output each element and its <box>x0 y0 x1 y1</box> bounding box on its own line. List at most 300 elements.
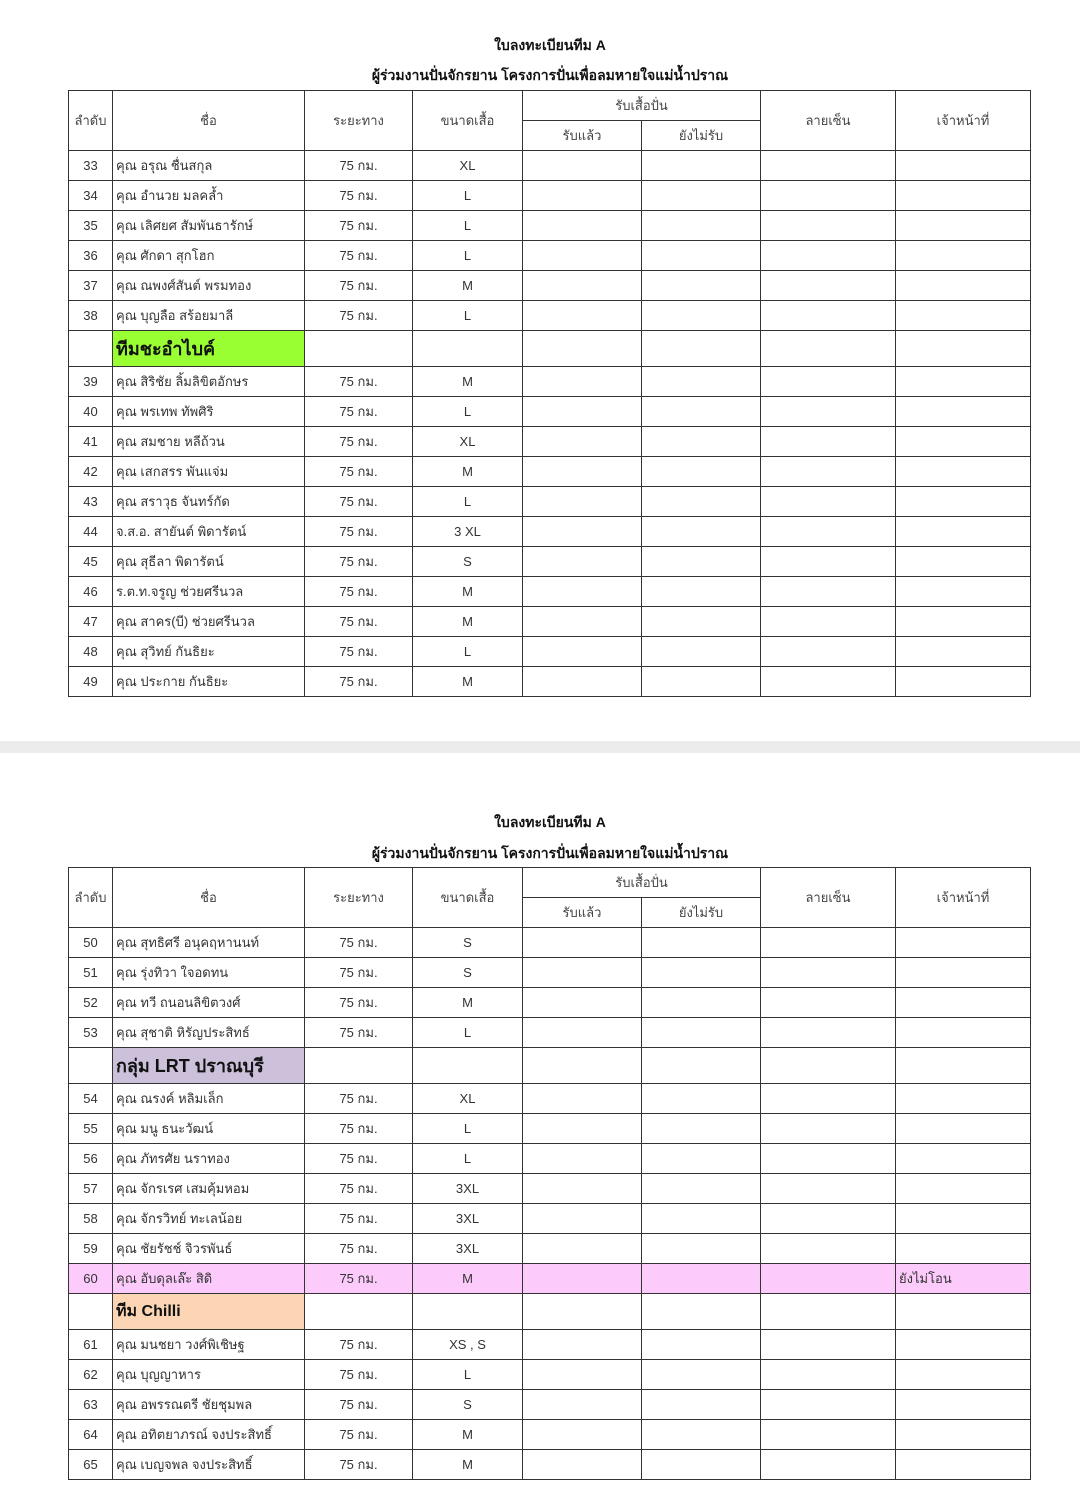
received-cell <box>523 637 642 667</box>
received-cell <box>523 397 642 427</box>
signature-cell <box>761 958 896 988</box>
not-received-cell <box>642 397 761 427</box>
not-received-cell <box>642 457 761 487</box>
participant-name: คุณ ณพงศ์สันต์ พรมทอง <box>113 271 305 301</box>
table-row <box>69 1360 1031 1390</box>
officer-cell <box>896 1330 1031 1360</box>
row-number: 37 <box>69 271 113 301</box>
participant-name: คุณ อทิตยาภรณ์ จงประสิทธิ์ <box>113 1420 305 1450</box>
signature-cell <box>761 928 896 958</box>
table-row <box>69 1174 1031 1204</box>
participant-name: คุณ จักรวิทย์ ทะเลน้อย <box>113 1204 305 1234</box>
not-received-cell <box>642 1390 761 1420</box>
received-cell <box>523 1144 642 1174</box>
received-cell <box>523 1204 642 1234</box>
officer-cell <box>896 1144 1031 1174</box>
participant-name: คุณ ศักดา สุกโฮก <box>113 241 305 271</box>
participant-name: คุณ มนู ธนะวัฒน์ <box>113 1114 305 1144</box>
not-received-cell <box>642 487 761 517</box>
participant-name: คุณ สุชาติ หิรัญประสิทธ์ <box>113 1018 305 1048</box>
received-cell <box>523 367 642 397</box>
not-received-cell <box>642 607 761 637</box>
not-received-cell <box>642 211 761 241</box>
received-cell <box>523 1114 642 1144</box>
empty-cell <box>523 1048 642 1084</box>
received-cell <box>523 271 642 301</box>
participant-name: คุณ บุญญาหาร <box>113 1360 305 1390</box>
empty-cell <box>761 1048 896 1084</box>
row-number: 59 <box>69 1234 113 1264</box>
officer-cell <box>896 517 1031 547</box>
signature-cell <box>761 1264 896 1294</box>
not-received-cell <box>642 1204 761 1234</box>
row-number: 53 <box>69 1018 113 1048</box>
empty-cell <box>305 331 413 367</box>
participant-name: คุณ รุ่งทิวา ใจอดทน <box>113 958 305 988</box>
participant-name: คุณ พรเทพ ทัพศิริ <box>113 397 305 427</box>
row-number: 49 <box>69 667 113 697</box>
received-cell <box>523 1084 642 1114</box>
received-cell <box>523 1360 642 1390</box>
received-cell <box>523 1390 642 1420</box>
officer-cell <box>896 1174 1031 1204</box>
row-number: 64 <box>69 1420 113 1450</box>
signature-cell <box>761 1204 896 1234</box>
header-name: ชื่อ <box>113 91 305 151</box>
not-received-cell <box>642 151 761 181</box>
officer-cell <box>896 457 1031 487</box>
officer-cell <box>896 928 1031 958</box>
header-received: รับแล้ว <box>523 898 642 928</box>
distance: 75 กม. <box>305 1234 413 1264</box>
shirt-size: XS , S <box>413 1330 523 1360</box>
table-row <box>69 547 1031 577</box>
header-not-received: ยังไม่รับ <box>642 121 761 151</box>
signature-cell <box>761 367 896 397</box>
participant-name: คุณ ชัยรัชช์ จิวรพันธ์ <box>113 1234 305 1264</box>
signature-cell <box>761 301 896 331</box>
signature-cell <box>761 457 896 487</box>
participant-name: คุณ สราวุธ จันทร์กัด <box>113 487 305 517</box>
signature-cell <box>761 1084 896 1114</box>
shirt-size: M <box>413 1264 523 1294</box>
registration-table <box>68 90 1031 697</box>
table-row <box>69 1144 1031 1174</box>
table-row <box>69 1450 1031 1480</box>
empty-cell <box>642 1048 761 1084</box>
not-received-cell <box>642 1420 761 1450</box>
officer-cell <box>896 301 1031 331</box>
empty-cell <box>896 331 1031 367</box>
header-signature: ลายเซ็น <box>761 91 896 151</box>
officer-cell: ยังไม่โอน <box>896 1264 1031 1294</box>
not-received-cell <box>642 517 761 547</box>
table-row <box>69 928 1031 958</box>
officer-cell <box>896 397 1031 427</box>
not-received-cell <box>642 577 761 607</box>
distance: 75 กม. <box>305 1390 413 1420</box>
signature-cell <box>761 1420 896 1450</box>
header-distance: ระยะทาง <box>305 868 413 928</box>
shirt-size: L <box>413 1360 523 1390</box>
officer-cell <box>896 547 1031 577</box>
signature-cell <box>761 211 896 241</box>
row-number: 41 <box>69 427 113 457</box>
signature-cell <box>761 1114 896 1144</box>
received-cell <box>523 241 642 271</box>
shirt-size: L <box>413 1018 523 1048</box>
row-number: 36 <box>69 241 113 271</box>
table-row <box>69 1084 1031 1114</box>
header-shirt-pickup: รับเสื้อปั่น <box>523 868 761 898</box>
team-group-label: กลุ่ม LRT ปราณบุรี <box>113 1048 305 1084</box>
empty-cell <box>69 331 113 367</box>
registration-table <box>68 867 1031 1480</box>
shirt-size: M <box>413 367 523 397</box>
participant-name: คุณ จักรเรศ เสมคุ้มหอม <box>113 1174 305 1204</box>
row-number: 63 <box>69 1390 113 1420</box>
received-cell <box>523 1330 642 1360</box>
distance: 75 กม. <box>305 1330 413 1360</box>
signature-cell <box>761 427 896 457</box>
shirt-size: M <box>413 988 523 1018</box>
form-subtitle: ผู้ร่วมงานปั่นจักรยาน โครงการปั่นเพื่อลมหายใจแม่น้ำปราณ <box>371 845 729 861</box>
distance: 75 กม. <box>305 487 413 517</box>
row-number: 34 <box>69 181 113 211</box>
shirt-size: 3 XL <box>413 517 523 547</box>
shirt-size: S <box>413 1390 523 1420</box>
not-received-cell <box>642 667 761 697</box>
signature-cell <box>761 271 896 301</box>
not-received-cell <box>642 1264 761 1294</box>
not-received-cell <box>642 181 761 211</box>
not-received-cell <box>642 271 761 301</box>
row-number: 61 <box>69 1330 113 1360</box>
empty-cell <box>523 1294 642 1330</box>
row-number: 62 <box>69 1360 113 1390</box>
officer-cell <box>896 637 1031 667</box>
officer-cell <box>896 1390 1031 1420</box>
officer-cell <box>896 988 1031 1018</box>
not-received-cell <box>642 367 761 397</box>
shirt-size: L <box>413 211 523 241</box>
distance: 75 กม. <box>305 301 413 331</box>
distance: 75 กม. <box>305 1450 413 1480</box>
officer-cell <box>896 1084 1031 1114</box>
distance: 75 กม. <box>305 667 413 697</box>
row-number: 33 <box>69 151 113 181</box>
shirt-size: L <box>413 241 523 271</box>
signature-cell <box>761 547 896 577</box>
row-number: 47 <box>69 607 113 637</box>
distance: 75 กม. <box>305 1144 413 1174</box>
signature-cell <box>761 1144 896 1174</box>
table-row <box>69 1204 1031 1234</box>
signature-cell <box>761 151 896 181</box>
distance: 75 กม. <box>305 1420 413 1450</box>
header-name: ชื่อ <box>113 868 305 928</box>
officer-cell <box>896 1114 1031 1144</box>
received-cell <box>523 928 642 958</box>
signature-cell <box>761 1234 896 1264</box>
received-cell <box>523 487 642 517</box>
officer-cell <box>896 1360 1031 1390</box>
distance: 75 กม. <box>305 1174 413 1204</box>
table-row <box>69 271 1031 301</box>
participant-name: คุณ เบญจพล จงประสิทธิ์ <box>113 1450 305 1480</box>
participant-name: คุณ สุทธิศรี อนุคฤหานนท์ <box>113 928 305 958</box>
distance: 75 กม. <box>305 397 413 427</box>
empty-cell <box>761 1294 896 1330</box>
table-row <box>69 1234 1031 1264</box>
empty-cell <box>69 1048 113 1084</box>
header-officer: เจ้าหน้าที่ <box>896 91 1031 151</box>
distance: 75 กม. <box>305 1018 413 1048</box>
distance: 75 กม. <box>305 367 413 397</box>
distance: 75 กม. <box>305 241 413 271</box>
participant-name: คุณ ภัทรศัย นราทอง <box>113 1144 305 1174</box>
participant-name: คุณ สิริชัย ลิ้มลิขิตอักษร <box>113 367 305 397</box>
signature-cell <box>761 577 896 607</box>
shirt-size: XL <box>413 1084 523 1114</box>
participant-name: คุณ อับดุลเล๊ะ สิดิ <box>113 1264 305 1294</box>
empty-cell <box>305 1048 413 1084</box>
distance: 75 กม. <box>305 607 413 637</box>
distance: 75 กม. <box>305 637 413 667</box>
row-number: 35 <box>69 211 113 241</box>
empty-cell <box>642 331 761 367</box>
row-number: 54 <box>69 1084 113 1114</box>
received-cell <box>523 1018 642 1048</box>
distance: 75 กม. <box>305 427 413 457</box>
not-received-cell <box>642 1114 761 1144</box>
empty-cell <box>413 1294 523 1330</box>
team-group-row <box>69 331 1031 367</box>
signature-cell <box>761 667 896 697</box>
received-cell <box>523 958 642 988</box>
received-cell <box>523 547 642 577</box>
participant-name: คุณ สุธีลา พิดารัตน์ <box>113 547 305 577</box>
participant-name: คุณ อำนวย มลคล้ำ <box>113 181 305 211</box>
shirt-size: L <box>413 397 523 427</box>
table-row <box>69 301 1031 331</box>
shirt-size: L <box>413 1144 523 1174</box>
not-received-cell <box>642 547 761 577</box>
officer-cell <box>896 1234 1031 1264</box>
empty-cell <box>896 1048 1031 1084</box>
signature-cell <box>761 988 896 1018</box>
header-shirt-pickup: รับเสื้อปั่น <box>523 91 761 121</box>
table-row <box>69 988 1031 1018</box>
signature-cell <box>761 181 896 211</box>
participant-name: ร.ต.ท.จรูญ ช่วยศรีนวล <box>113 577 305 607</box>
empty-cell <box>761 331 896 367</box>
shirt-size: XL <box>413 151 523 181</box>
distance: 75 กม. <box>305 211 413 241</box>
officer-cell <box>896 577 1031 607</box>
not-received-cell <box>642 1330 761 1360</box>
table-row <box>69 1390 1031 1420</box>
distance: 75 กม. <box>305 517 413 547</box>
row-number: 52 <box>69 988 113 1018</box>
signature-cell <box>761 1360 896 1390</box>
row-number: 57 <box>69 1174 113 1204</box>
shirt-size: S <box>413 547 523 577</box>
not-received-cell <box>642 1174 761 1204</box>
table-row <box>69 181 1031 211</box>
signature-cell <box>761 607 896 637</box>
officer-cell <box>896 1450 1031 1480</box>
received-cell <box>523 1420 642 1450</box>
not-received-cell <box>642 301 761 331</box>
received-cell <box>523 1264 642 1294</box>
team-group-label: ทีมชะอำไบค์ <box>113 331 305 367</box>
officer-cell <box>896 367 1031 397</box>
row-number: 51 <box>69 958 113 988</box>
table-row <box>69 1018 1031 1048</box>
participant-name: คุณ เลิศยศ สัมพันธารักษ์ <box>113 211 305 241</box>
table-row <box>69 517 1031 547</box>
shirt-size: L <box>413 487 523 517</box>
shirt-size: 3XL <box>413 1204 523 1234</box>
shirt-size: M <box>413 1420 523 1450</box>
shirt-size: L <box>413 181 523 211</box>
officer-cell <box>896 181 1031 211</box>
table-row <box>69 958 1031 988</box>
team-group-row <box>69 1294 1031 1330</box>
shirt-size: 3XL <box>413 1174 523 1204</box>
header-signature: ลายเซ็น <box>761 868 896 928</box>
received-cell <box>523 1234 642 1264</box>
received-cell <box>523 457 642 487</box>
received-cell <box>523 607 642 637</box>
row-number: 56 <box>69 1144 113 1174</box>
table-row <box>69 427 1031 457</box>
row-number: 46 <box>69 577 113 607</box>
table-row <box>69 607 1031 637</box>
signature-cell <box>761 1174 896 1204</box>
row-number: 65 <box>69 1450 113 1480</box>
participant-name: คุณ สาคร(บี) ช่วยศรีนวล <box>113 607 305 637</box>
distance: 75 กม. <box>305 151 413 181</box>
table-row <box>69 367 1031 397</box>
form-title: ใบลงทะเบียนทีม A <box>494 814 606 830</box>
officer-cell <box>896 1420 1031 1450</box>
team-group-row <box>69 1048 1031 1084</box>
empty-cell <box>642 1294 761 1330</box>
signature-cell <box>761 487 896 517</box>
row-number: 38 <box>69 301 113 331</box>
shirt-size: M <box>413 1450 523 1480</box>
distance: 75 กม. <box>305 181 413 211</box>
empty-cell <box>896 1294 1031 1330</box>
officer-cell <box>896 607 1031 637</box>
empty-cell <box>413 1048 523 1084</box>
participant-name: คุณ บุญลือ สร้อยมาลี <box>113 301 305 331</box>
participant-name: คุณ อพรรณตรี ชัยชุมพล <box>113 1390 305 1420</box>
not-received-cell <box>642 988 761 1018</box>
not-received-cell <box>642 1450 761 1480</box>
distance: 75 กม. <box>305 271 413 301</box>
header-received: รับแล้ว <box>523 121 642 151</box>
received-cell <box>523 1450 642 1480</box>
not-received-cell <box>642 1084 761 1114</box>
signature-cell <box>761 397 896 427</box>
distance: 75 กม. <box>305 547 413 577</box>
received-cell <box>523 577 642 607</box>
received-cell <box>523 988 642 1018</box>
table-row <box>69 151 1031 181</box>
signature-cell <box>761 1450 896 1480</box>
received-cell <box>523 151 642 181</box>
signature-cell <box>761 241 896 271</box>
header-not-received: ยังไม่รับ <box>642 898 761 928</box>
shirt-size: M <box>413 577 523 607</box>
team-group-label: ทีม Chilli <box>113 1294 305 1330</box>
row-number: 42 <box>69 457 113 487</box>
received-cell <box>523 427 642 457</box>
table-row <box>69 211 1031 241</box>
received-cell <box>523 517 642 547</box>
officer-cell <box>896 487 1031 517</box>
officer-cell <box>896 1204 1031 1234</box>
shirt-size: S <box>413 958 523 988</box>
received-cell <box>523 181 642 211</box>
signature-cell <box>761 517 896 547</box>
row-number: 50 <box>69 928 113 958</box>
table-row <box>69 637 1031 667</box>
header-distance: ระยะทาง <box>305 91 413 151</box>
not-received-cell <box>642 427 761 457</box>
officer-cell <box>896 427 1031 457</box>
header-no: ลำดับ <box>69 91 113 151</box>
signature-cell <box>761 1330 896 1360</box>
participant-name: คุณ สมชาย หลีถ้วน <box>113 427 305 457</box>
page-separator <box>0 741 1080 753</box>
not-received-cell <box>642 1144 761 1174</box>
shirt-size: XL <box>413 427 523 457</box>
participant-name: คุณ ทวี ถนอนลิขิตวงศ์ <box>113 988 305 1018</box>
row-number: 39 <box>69 367 113 397</box>
distance: 75 กม. <box>305 577 413 607</box>
not-received-cell <box>642 1360 761 1390</box>
not-received-cell <box>642 241 761 271</box>
participant-name: จ.ส.อ. สายันต์ พิดารัตน์ <box>113 517 305 547</box>
not-received-cell <box>642 1234 761 1264</box>
distance: 75 กม. <box>305 1264 413 1294</box>
distance: 75 กม. <box>305 1204 413 1234</box>
header-size: ขนาดเสื้อ <box>413 868 523 928</box>
shirt-size: L <box>413 301 523 331</box>
table-row <box>69 1264 1031 1294</box>
empty-cell <box>305 1294 413 1330</box>
distance: 75 กม. <box>305 928 413 958</box>
distance: 75 กม. <box>305 1084 413 1114</box>
received-cell <box>523 667 642 697</box>
shirt-size: S <box>413 928 523 958</box>
table-row <box>69 1420 1031 1450</box>
received-cell <box>523 211 642 241</box>
shirt-size: L <box>413 637 523 667</box>
shirt-size: L <box>413 1114 523 1144</box>
empty-cell <box>69 1294 113 1330</box>
table-row <box>69 1114 1031 1144</box>
table-row <box>69 1330 1031 1360</box>
distance: 75 กม. <box>305 1360 413 1390</box>
shirt-size: M <box>413 457 523 487</box>
officer-cell <box>896 1018 1031 1048</box>
participant-name: คุณ เสกสรร พันแจ่ม <box>113 457 305 487</box>
